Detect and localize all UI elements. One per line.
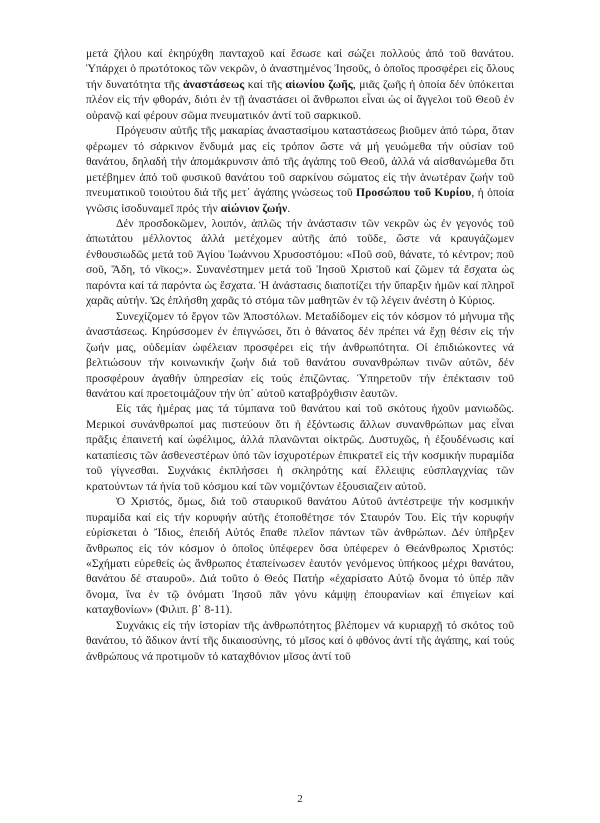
paragraph xyxy=(86,618,514,664)
text-run: Πρόγευσιν αὐτῆς τῆς μακαρίας ἀναστασίμου καταστάσεως βιοῦμεν ἀπό τώρα, ὅταν φέρωμεν τό σάρκινον ἔνδυμά μας εἰς τρόπον ὥστε νά μή γευώμεθα τήν οὐσίαν τοῦ θανάτου, δηλαδή τήν ἀπομάκρυνσιν ἀπό τῆς ἀγάπης τοῦ Θεοῦ, ἀλλά νά αἰσθανώμεθα ὅτι μετέβημεν ἀπό τοῦ φυσικοῦ θανάτου τοῦ σαρκίνου σώματος εἰς τήν ἀνωτέραν ζωήν τοῦ πνευματικοῦ τοιούτου διά τῆς μετ᾽ ἀγάπης γνώσεως τοῦ xyxy=(86,124,514,200)
text-run: , μιᾶς ζωῆς ἡ ὁποία δέν ὑπόκειται πλέον εἰς τήν φθοράν, διότι ἐν τῇ ἀναστάσει οἱ ἄνθρωποι εἶναι ὡς οἱ ἄγγελοι τοῦ Θεοῦ ἐν οὐρανῷ καί φέρουν σῶμα πνευματικόν ἀντί τοῦ σαρκικοῦ. xyxy=(86,77,514,122)
paragraph xyxy=(86,216,514,309)
paragraph xyxy=(86,309,514,402)
text-run: Ὁ Χριστός, ὅμως, διά τοῦ σταυρικοῦ θανάτου Αὐτοῦ ἀντέστρεψε τήν κοσμικήν πυραμίδα καί εἰς τήν κορυφήν αὐτῆς ἐτοποθέτησε τόν Σταυρόν Του. Εἰς τήν κορυφήν εὑρίσκεται ὁ Ἴδιος, ἐπειδή Αὐτός ἔπαθε πλεῖον πάντων τῶν ἀνθρώπων. Δέν ὑπῆρξεν ἄνθρωπος εἰς τόν κόσμον ὁ ὁποῖος ὑπέφερεν ὅσα ὑπέφερεν ὁ Θεάνθρωπος Χριστός: «Σχήματι εὑρεθείς ὡς ἄνθρωπος ἐταπείνωσεν ἑαυτόν γενόμενος ὑπήκοος μέχρι θανάτου, θανάτου δέ σταυροῦ». Διά τοῦτο ὁ Θεός Πατήρ «ἐχαρίσατο Αὐτῷ ὄνομα τό ὑπέρ πᾶν ὄνομα, ἵνα ἐν τῷ ὀνόματι Ἰησοῦ πᾶν γόνυ κάμψῃ ἐπουρανίων καί ἐπιγείων καί καταχθονίων» (Φιλιπ. β᾽ 8-11). xyxy=(86,495,514,617)
text-run: Συχνάκις εἰς τήν ἱστορίαν τῆς ἀνθρωπότητος βλέπομεν νά κυριαρχῇ τό σκότος τοῦ θανάτου, τό ἄδικον ἀντί τῆς δικαιοσύνης, τό μῖσος καί ὁ φθόνος ἀντί τῆς ἀγάπης, καί τούς ἀνθρώπους νά προτιμοῦν τό καταχθόνιον μῖσος ἀντί τοῦ xyxy=(86,618,514,663)
bold-text-run: ἀναστάσεως xyxy=(182,77,245,91)
text-run: Δέν προσδοκῶμεν, λοιπόν, ἁπλῶς τήν ἀνάστασιν τῶν νεκρῶν ὡς ἐν γεγονός τοῦ ἀπωτάτου μέλλοντος ἀλλά μετέχομεν αὐτῆς ἀπό τοῦδε, ὥστε νά κραυγάζωμεν ἐνθουσιωδῶς μετά τοῦ Ἁγίου Ἰωάννου Χρυσοστόμου: «Ποῦ σοῦ, θάνατε, τό κέντρον; ποῦ σοῦ, Ἅδη, τό νῖκος;». Συνανέστημεν μετά τοῦ Ἰησοῦ Χριστοῦ καί ζῶμεν τά ἔσχατα ὡς παρόντα καί τά παρόντα ὡς ἔσχατα. Ἡ ἀνάστασις διαποτίζει τήν ὕπαρξιν ἡμῶν καί πληροῖ χαρᾶς αὐτήν. Ὡς ἐπλήσθη χαρᾶς τό στόμα τῶν μαθητῶν ἐν τῷ λέγειν ἀνέστη ὁ Κύριος. xyxy=(86,216,514,308)
text-run: καί τῆς xyxy=(244,77,286,91)
text-run: μετά ζήλου καί ἐκηρύχθη πανταχοῦ καί ἔσωσε καί σώζει πολλούς ἀπό τοῦ θανάτου. Ὑπάρχει ὁ πρωτότοκος τῶν νεκρῶν, ὁ ἀναστημένος Ἰησοῦς, ὁ ὁποῖος προσφέρει εἰς ὅλους τήν δυνατότητα τῆς xyxy=(86,47,514,91)
page-number: 2 xyxy=(297,793,303,805)
text-run: Συνεχίζομεν τό ἔργον τῶν Ἀποστόλων. Μεταδίδομεν εἰς τόν κόσμον τό μήνυμα τῆς ἀναστάσεως. Κηρύσσομεν ἐν ἐπιγνώσει, ὅτι ὁ θάνατος δέν πρέπει νά ἔχῃ θέσιν εἰς τήν ζωήν μας, οὐδεμίαν ὠφέλειαν προσφέρει εἰς τήν ἀνθρωπότητα. Οἱ ἐπιδιώκοντες νά βελτιώσουν τήν κοινωνικήν ζωήν διά τοῦ θανάτου συνανθρώπων τινῶν αὐτῶν, δέν προσφέρουν ἀγαθήν ὑπηρεσίαν εἰς τούς ἐπιζῶντας. Ὑπηρετοῦν τήν ἐπέκτασιν τοῦ θανάτου καί προετοιμάζουν τήν ὑπ᾽ αὐτοῦ καταβρόχθισιν ἑαυτῶν. xyxy=(86,309,514,400)
text-run: , ἡ ὁποία γνῶσις ἰσοδυναμεῖ πρός τήν xyxy=(86,186,514,215)
bold-text-run: αἰωνίου ζωῆς xyxy=(285,77,353,91)
paragraph xyxy=(86,494,514,618)
bold-text-run: αἰώνιον ζωήν xyxy=(220,201,288,215)
bold-text-run: Προσώπου τοῦ Κυρίου xyxy=(356,186,472,200)
paragraph xyxy=(86,123,514,216)
paragraph xyxy=(86,46,514,123)
body-text xyxy=(86,46,514,664)
paragraph xyxy=(86,401,514,494)
text-run: Εἰς τάς ἡμέρας μας τά τύμπανα τοῦ θανάτου καί τοῦ σκότους ἠχοῦν μανιωδῶς. Μερικοί συνάνθρωποί μας πιστεύουν ὅτι ἡ ἐξόντωσις ἄλλων συνανθρώπων μας εἶναι πρᾶξις ἐπαινετή καί ὠφέλιμος, ἀλλά πλανῶνται οἰκτρῶς. Δυστυχῶς, ἡ ἐξουδένωσις καί καταπίεσις τῶν ἀσθενεστέρων ὑπό τῶν ἰσχυροτέρων ἐπικρατεῖ εἰς τήν κοσμικήν πυραμίδα τοῦ γίγνεσθαι. Συχνάκις ἐκπλήσσει ἡ σκληρότης καί ἔλλειψις εὐσπλαγχνίας τῶν κρατούντων τά ἡνία τοῦ κόσμου καί τῶν νομιζόντων ἐξουσιαζειν αὐτοῦ. xyxy=(86,402,514,493)
text-run: . xyxy=(287,201,291,215)
